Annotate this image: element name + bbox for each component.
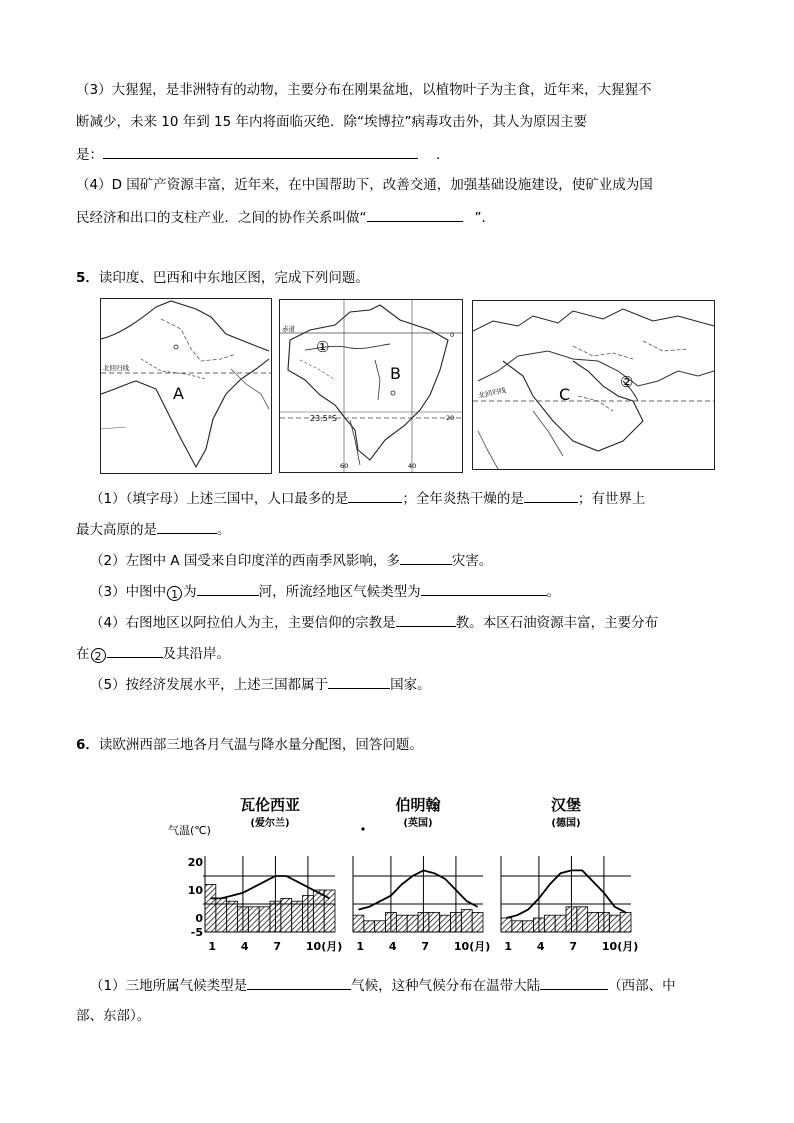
q5-s3-blank-1[interactable] [197, 581, 259, 596]
q6-s1-text-c: （西部、中 [608, 978, 676, 994]
map-brazil-lat0: 0 [450, 331, 455, 339]
q5-s5-blank[interactable] [328, 674, 390, 689]
q6-s1-blank-2[interactable] [540, 975, 608, 990]
y-tick-label: -5 [190, 926, 203, 939]
x-tick-label: 4 [536, 940, 545, 953]
q4-p4-prefix: 民经济和出口的支柱产业．之间的协作关系叫做“ [76, 210, 367, 226]
precipitation-bar [205, 884, 216, 932]
panel-subtitle: (德国) [551, 818, 581, 829]
q5-s1-blank-2[interactable] [524, 488, 578, 503]
map-brazil-lon60: 60 [340, 462, 349, 470]
q5-s3 [90, 581, 560, 602]
q6-s1-text-b: 气候，这种气候分布在温带大陆 [351, 978, 541, 994]
q5-s3-text-b: 为 [183, 584, 197, 600]
q5-s1-blank-3[interactable] [157, 519, 217, 534]
q5-s4-text-c: 在 [76, 646, 90, 662]
q5-s5 [90, 674, 431, 695]
q4-p3-line1: （3）大猩猩，是非洲特有的动物，主要分布在刚果盆地，以植物叶子为主食，近年来，大猩猩不 [76, 82, 652, 98]
q5-s3-text-d: 。 [546, 584, 561, 600]
y-tick-label: 20 [187, 856, 203, 869]
y-tick-label: 10 [187, 884, 203, 897]
x-tick-label: 7 [569, 940, 578, 953]
map-middle-east-svg [473, 301, 714, 469]
q4-p3-suffix: ． [436, 147, 450, 163]
map-middle-east-marker-2: ② [620, 373, 634, 391]
precipitation-bar [544, 915, 555, 932]
q5-s4-text-a: （4）右图地区以阿拉伯人为主，主要信仰的宗教是 [90, 615, 396, 631]
q5-s1-text-c: ；有世界上 [577, 491, 646, 507]
precipitation-bar [534, 918, 545, 932]
precipitation-bar [472, 912, 483, 932]
q4-answer-blank-4[interactable] [367, 207, 463, 222]
q5-s1-blank-1[interactable] [348, 488, 402, 503]
q4-p4-line2 [76, 207, 495, 228]
map-brazil-lat-label: 23.5°S [310, 414, 337, 423]
circled-number-2: 2 [91, 648, 106, 663]
q5-s4-text-d: 及其沿岸。 [162, 646, 230, 662]
precipitation-bar [364, 921, 375, 932]
precipitation-bar [461, 910, 472, 932]
x-tick-label: 10(月) [305, 940, 343, 953]
q6-s1-line1 [90, 975, 676, 996]
precipitation-bar [227, 901, 238, 932]
x-tick-label: 4 [388, 940, 397, 953]
ink-dot [361, 827, 364, 830]
precipitation-bar [501, 918, 512, 932]
panel-subtitle: (英国) [403, 818, 433, 829]
x-tick-label: 1 [504, 940, 513, 953]
precipitation-bar [270, 901, 281, 932]
q6-s1-text-d: 部、东部）。 [76, 1008, 151, 1024]
precipitation-bar [588, 912, 599, 932]
q5-s4-blank-2[interactable] [107, 643, 163, 658]
y-axis-label: 气温(℃) [168, 824, 211, 837]
map-brazil-lon40: 40 [408, 462, 417, 470]
precipitation-bar [620, 912, 631, 932]
q5-s5-text-b: 国家。 [390, 677, 431, 693]
precipitation-bar [577, 907, 588, 932]
q5-s4-line2 [76, 643, 230, 664]
map-india-svg [101, 299, 271, 473]
q5-s1-text-e: 。 [217, 522, 231, 538]
map-brazil-marker-1: ① [316, 338, 330, 356]
q4-p3-line3 [76, 144, 450, 165]
map-india-label-a: A [173, 384, 184, 403]
climate-panel-3 [501, 796, 638, 953]
precipitation-bar [418, 912, 429, 932]
precipitation-bar [451, 912, 462, 932]
q5-s3-text-c: 河，所流经地区气候类型为 [258, 584, 421, 600]
q5-s2-text-a: （2）左图中 A 国受来自印度洋的西南季风影响，多 [90, 553, 400, 569]
q5-stem [76, 268, 369, 288]
precipitation-bar [396, 915, 407, 932]
map-middle-east-label-c: C [559, 385, 571, 404]
precipitation-bar [555, 915, 566, 932]
map-brazil-lat20: 20 [446, 414, 455, 422]
q5-s2 [90, 550, 492, 571]
precipitation-bar [313, 890, 324, 932]
q5-s4-blank-1[interactable] [396, 612, 456, 627]
x-tick-label: 10(月) [453, 940, 491, 953]
q5-stem-text: 读印度、巴西和中东地区图，完成下列问题。 [98, 270, 369, 286]
q5-s5-text-a: （5）按经济发展水平，上述三国都属于 [90, 677, 329, 693]
panel-title: 汉堡 [550, 796, 582, 814]
map-middle-east [472, 300, 715, 470]
x-tick-label: 7 [273, 940, 282, 953]
x-tick-label: 4 [240, 940, 249, 953]
x-tick-label: 7 [421, 940, 430, 953]
q4-p3-prefix: 是： [76, 147, 103, 163]
q5-s2-text-b: 灾害。 [451, 553, 493, 569]
precipitation-bar [292, 901, 303, 932]
precipitation-bar [303, 896, 314, 932]
map-india [100, 298, 272, 474]
precipitation-bar [599, 912, 610, 932]
map-brazil-label-b: B [390, 364, 401, 383]
q5-s1-line1 [90, 488, 645, 509]
q4-p3-line2: 断减少，未来 10 年到 15 年内将面临灭绝．除“埃博拉”病毒攻击外，其人为原因主要 [76, 114, 588, 130]
panel-subtitle: (爱尔兰) [250, 818, 290, 829]
q4-p4-line1: （4）D 国矿产资源丰富，近年来，在中国帮助下，改善交通，加强基础设施建设，使矿业成为国 [76, 177, 653, 193]
map-india-tropic-label: 北回归线 [103, 364, 129, 372]
q5-number: 5． [76, 270, 99, 286]
q6-s1-blank-1[interactable] [247, 975, 351, 990]
precipitation-bar [429, 912, 440, 932]
q6-number: 6． [76, 737, 99, 753]
precipitation-bar [440, 915, 451, 932]
precipitation-bar [238, 907, 249, 932]
y-tick-label: 0 [195, 912, 203, 925]
precipitation-bar [353, 915, 364, 932]
precipitation-bar [375, 921, 386, 932]
precipitation-bar [248, 907, 259, 932]
q6-s1-text-a: （1）三地所属气候类型是 [90, 978, 248, 994]
q5-s1-line2 [76, 519, 231, 540]
precipitation-bar [407, 915, 418, 932]
circled-number-1: 1 [167, 586, 182, 601]
panel-title: 伯明翰 [395, 796, 441, 814]
precipitation-bar [566, 907, 577, 932]
map-brazil-equator-label: 赤道 [282, 325, 295, 333]
precipitation-bar [609, 915, 620, 932]
q5-s3-text-a: （3）中图中 [90, 584, 167, 600]
precipitation-bar [216, 898, 227, 932]
temperature-line [210, 876, 329, 898]
q6-s1-line2 [76, 1006, 150, 1026]
precipitation-bar [386, 912, 397, 932]
x-tick-label: 1 [208, 940, 217, 953]
precipitation-bar [259, 907, 270, 932]
q5-s4-text-b: 教。本区石油资源丰富，主要分布 [455, 615, 659, 631]
precipitation-bar [281, 898, 292, 932]
q6-stem [76, 735, 423, 755]
climate-charts [160, 790, 640, 960]
x-tick-label: 1 [356, 940, 365, 953]
q5-s1-text-b: ；全年炎热干燥的是 [402, 491, 524, 507]
precipitation-bar [523, 921, 534, 932]
q5-s4-line1 [90, 612, 658, 633]
map-brazil [279, 299, 463, 473]
precipitation-bar [512, 921, 523, 932]
climate-panel-1 [203, 796, 342, 953]
q4-p4-suffix: ”． [474, 210, 495, 226]
climate-panel-2 [353, 796, 490, 953]
map-middle-east-tropic-label: 北回归线 [477, 386, 507, 400]
q5-s1-text-a: （1）（填字母）上述三国中，人口最多的是 [90, 491, 349, 507]
panel-title: 瓦伦西亚 [239, 796, 301, 814]
q4-answer-blank-3[interactable] [103, 144, 418, 159]
map-brazil-svg [280, 300, 462, 472]
q6-stem-text: 读欧洲西部三地各月气温与降水量分配图，回答问题。 [98, 737, 423, 753]
q5-s1-text-d: 最大高原的是 [76, 522, 157, 538]
q5-s2-blank[interactable] [400, 550, 452, 565]
q5-s3-blank-2[interactable] [421, 581, 547, 596]
x-tick-label: 10(月) [601, 940, 639, 953]
